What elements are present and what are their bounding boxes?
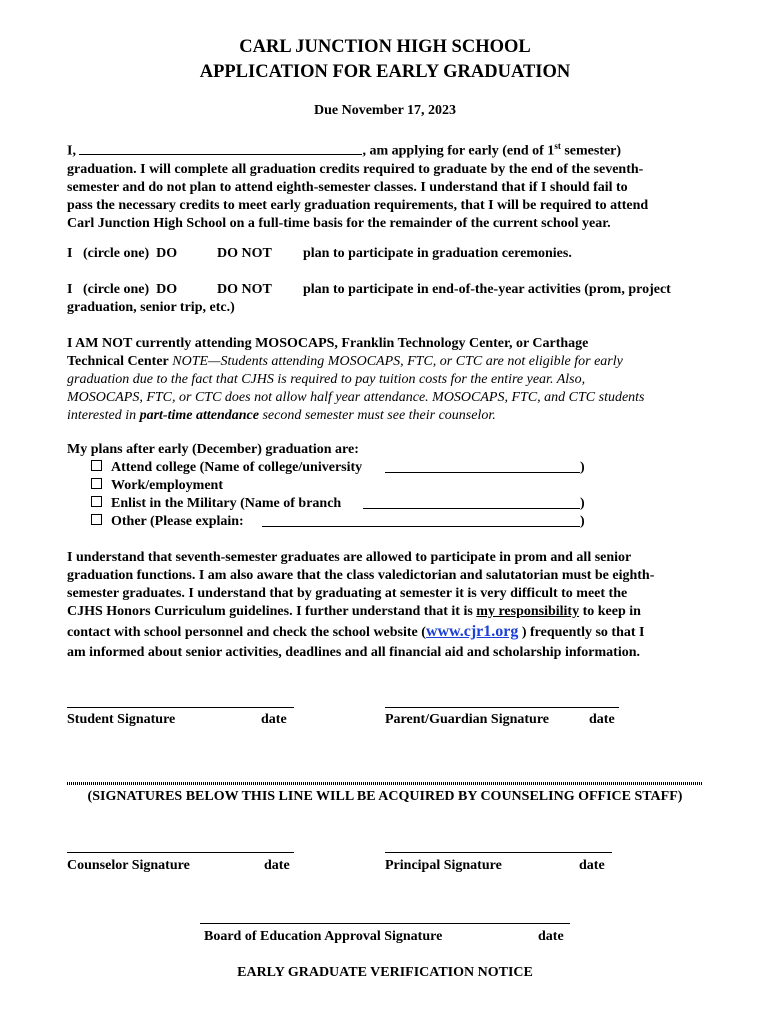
plans-heading: My plans after early (December) graduation are: (67, 442, 359, 457)
board-signature-label: Board of Education Approval Signature (204, 929, 443, 944)
checkbox-icon[interactable] (91, 514, 102, 525)
plan-other-label: Other (Please explain: (111, 514, 244, 529)
principal-date-label: date (579, 858, 605, 873)
understand-line6: am informed about senior activities, deadlines and all financial aid and scholarship information. (67, 645, 641, 660)
staff-divider (67, 782, 703, 785)
student-date-label: date (261, 712, 287, 727)
verification-notice: EARLY GRADUATE VERIFICATION NOTICE (237, 965, 533, 980)
understand-line5-a: contact with school personnel and check the school website ( (67, 625, 426, 640)
circle2-text: plan to participate in end-of-the-year activities (prom, project (303, 282, 671, 297)
mosocaps-line3: graduation due to the fact that CJHS is required to pay tuition costs for the entire year. Also, (67, 372, 586, 387)
board-date-label: date (538, 929, 564, 944)
checkbox-icon[interactable] (91, 496, 102, 507)
checkbox-icon[interactable] (91, 478, 102, 489)
college-name-field[interactable] (385, 472, 580, 473)
checkbox-icon[interactable] (91, 460, 102, 471)
parent-signature-line[interactable] (385, 707, 619, 708)
plan-work-label: Work/employment (111, 478, 223, 493)
other-explain-field[interactable] (262, 526, 580, 527)
intro-pronoun: I, (67, 143, 76, 159)
circle1-do-not[interactable]: DO NOT (217, 246, 272, 261)
intro-sup: st (554, 141, 561, 151)
counselor-date-label: date (264, 858, 290, 873)
intro-paragraph (67, 137, 707, 233)
plan-college-label: Attend college (Name of college/university (111, 460, 363, 475)
mosocaps-line5-c: second semester must see their counselor. (258, 408, 496, 423)
due-date: Due November 17, 2023 (313, 103, 457, 118)
page-title-line2: APPLICATION FOR EARLY GRADUATION (199, 62, 571, 82)
military-branch-field[interactable] (363, 508, 580, 509)
understand-line4-b: to keep in (579, 604, 641, 619)
plan-military-label: Enlist in the Military (Name of branch (111, 496, 342, 511)
circle2-line2: graduation, senior trip, etc.) (67, 300, 235, 315)
parent-signature-label: Parent/Guardian Signature (385, 712, 550, 727)
mosocaps-line2-italic: NOTE—Students attending MOSOCAPS, FTC, or CTC are not eligible for early (168, 354, 623, 369)
intro-line5: Carl Junction High School on a full-time basis for the remainder of the current school year. (67, 215, 611, 231)
intro-line1-after: , am applying for early (end of 1 (362, 143, 555, 159)
intro-line4: pass the necessary credits to meet early graduation requirements, that I will be required to attend (67, 197, 649, 213)
plan-other-close: ) (580, 514, 585, 529)
board-signature-line[interactable] (200, 923, 570, 924)
circle1-text: plan to participate in graduation ceremonies. (303, 246, 572, 261)
plan-college-close: ) (580, 460, 585, 475)
plan-work[interactable] (91, 477, 223, 495)
plan-military-close: ) (580, 496, 585, 511)
page-title-line1: CARL JUNCTION HIGH SCHOOL (239, 37, 531, 57)
understand-line2: graduation functions. I am also aware that the class valedictorian and salutatorian must be eighth- (67, 568, 655, 583)
understand-line3: semester graduates. I understand that by graduating at semester it is very difficult to meet the (67, 586, 628, 601)
responsibility-text: my responsibility (476, 604, 580, 619)
circle2-do-not[interactable]: DO NOT (217, 282, 272, 297)
understand-line5-b: ) frequently so that I (518, 625, 645, 640)
counselor-signature-label: Counselor Signature (67, 858, 190, 873)
understand-paragraph (67, 549, 707, 662)
mosocaps-paragraph (67, 335, 707, 425)
student-signature-line[interactable] (67, 707, 294, 708)
mosocaps-line1: I AM NOT currently attending MOSOCAPS, Franklin Technology Center, or Carthage (67, 336, 589, 351)
understand-line4-a: CJHS Honors Curriculum guidelines. I further understand that it is (67, 604, 477, 619)
school-website-link[interactable]: www.cjr1.org (425, 623, 519, 640)
mosocaps-line5-b: part-time attendance (139, 408, 259, 423)
intro-line1-end: semester) (560, 143, 622, 159)
student-signature-label: Student Signature (67, 712, 176, 727)
mosocaps-line4: MOSOCAPS, FTC, or CTC does not allow half year attendance. MOSOCAPS, FTC, and CTC students (67, 390, 645, 405)
intro-line3: semester and do not plan to attend eighth-semester classes. I understand that if I should fail to (67, 179, 628, 195)
parent-date-label: date (589, 712, 615, 727)
mosocaps-line5-a: interested in (67, 408, 140, 423)
understand-line1: I understand that seventh-semester graduates are allowed to participate in prom and all senior (67, 550, 632, 565)
staff-note: (SIGNATURES BELOW THIS LINE WILL BE ACQUIRED BY COUNSELING OFFICE STAFF) (87, 789, 683, 804)
plan-college[interactable] (91, 459, 362, 477)
plan-military[interactable] (91, 495, 341, 513)
counselor-signature-line[interactable] (67, 852, 294, 853)
circle2-prefix: I (circle one) DO (67, 282, 178, 297)
circle1-prefix: I (circle one) DO (67, 246, 178, 261)
principal-signature-label: Principal Signature (385, 858, 502, 873)
principal-signature-line[interactable] (385, 852, 612, 853)
student-name-field[interactable] (79, 141, 362, 155)
intro-line2: graduation. I will complete all graduation credits required to graduate by the end of the seventh- (67, 161, 644, 177)
plan-other[interactable] (91, 513, 244, 531)
mosocaps-line2-bold: Technical Center (67, 354, 169, 369)
